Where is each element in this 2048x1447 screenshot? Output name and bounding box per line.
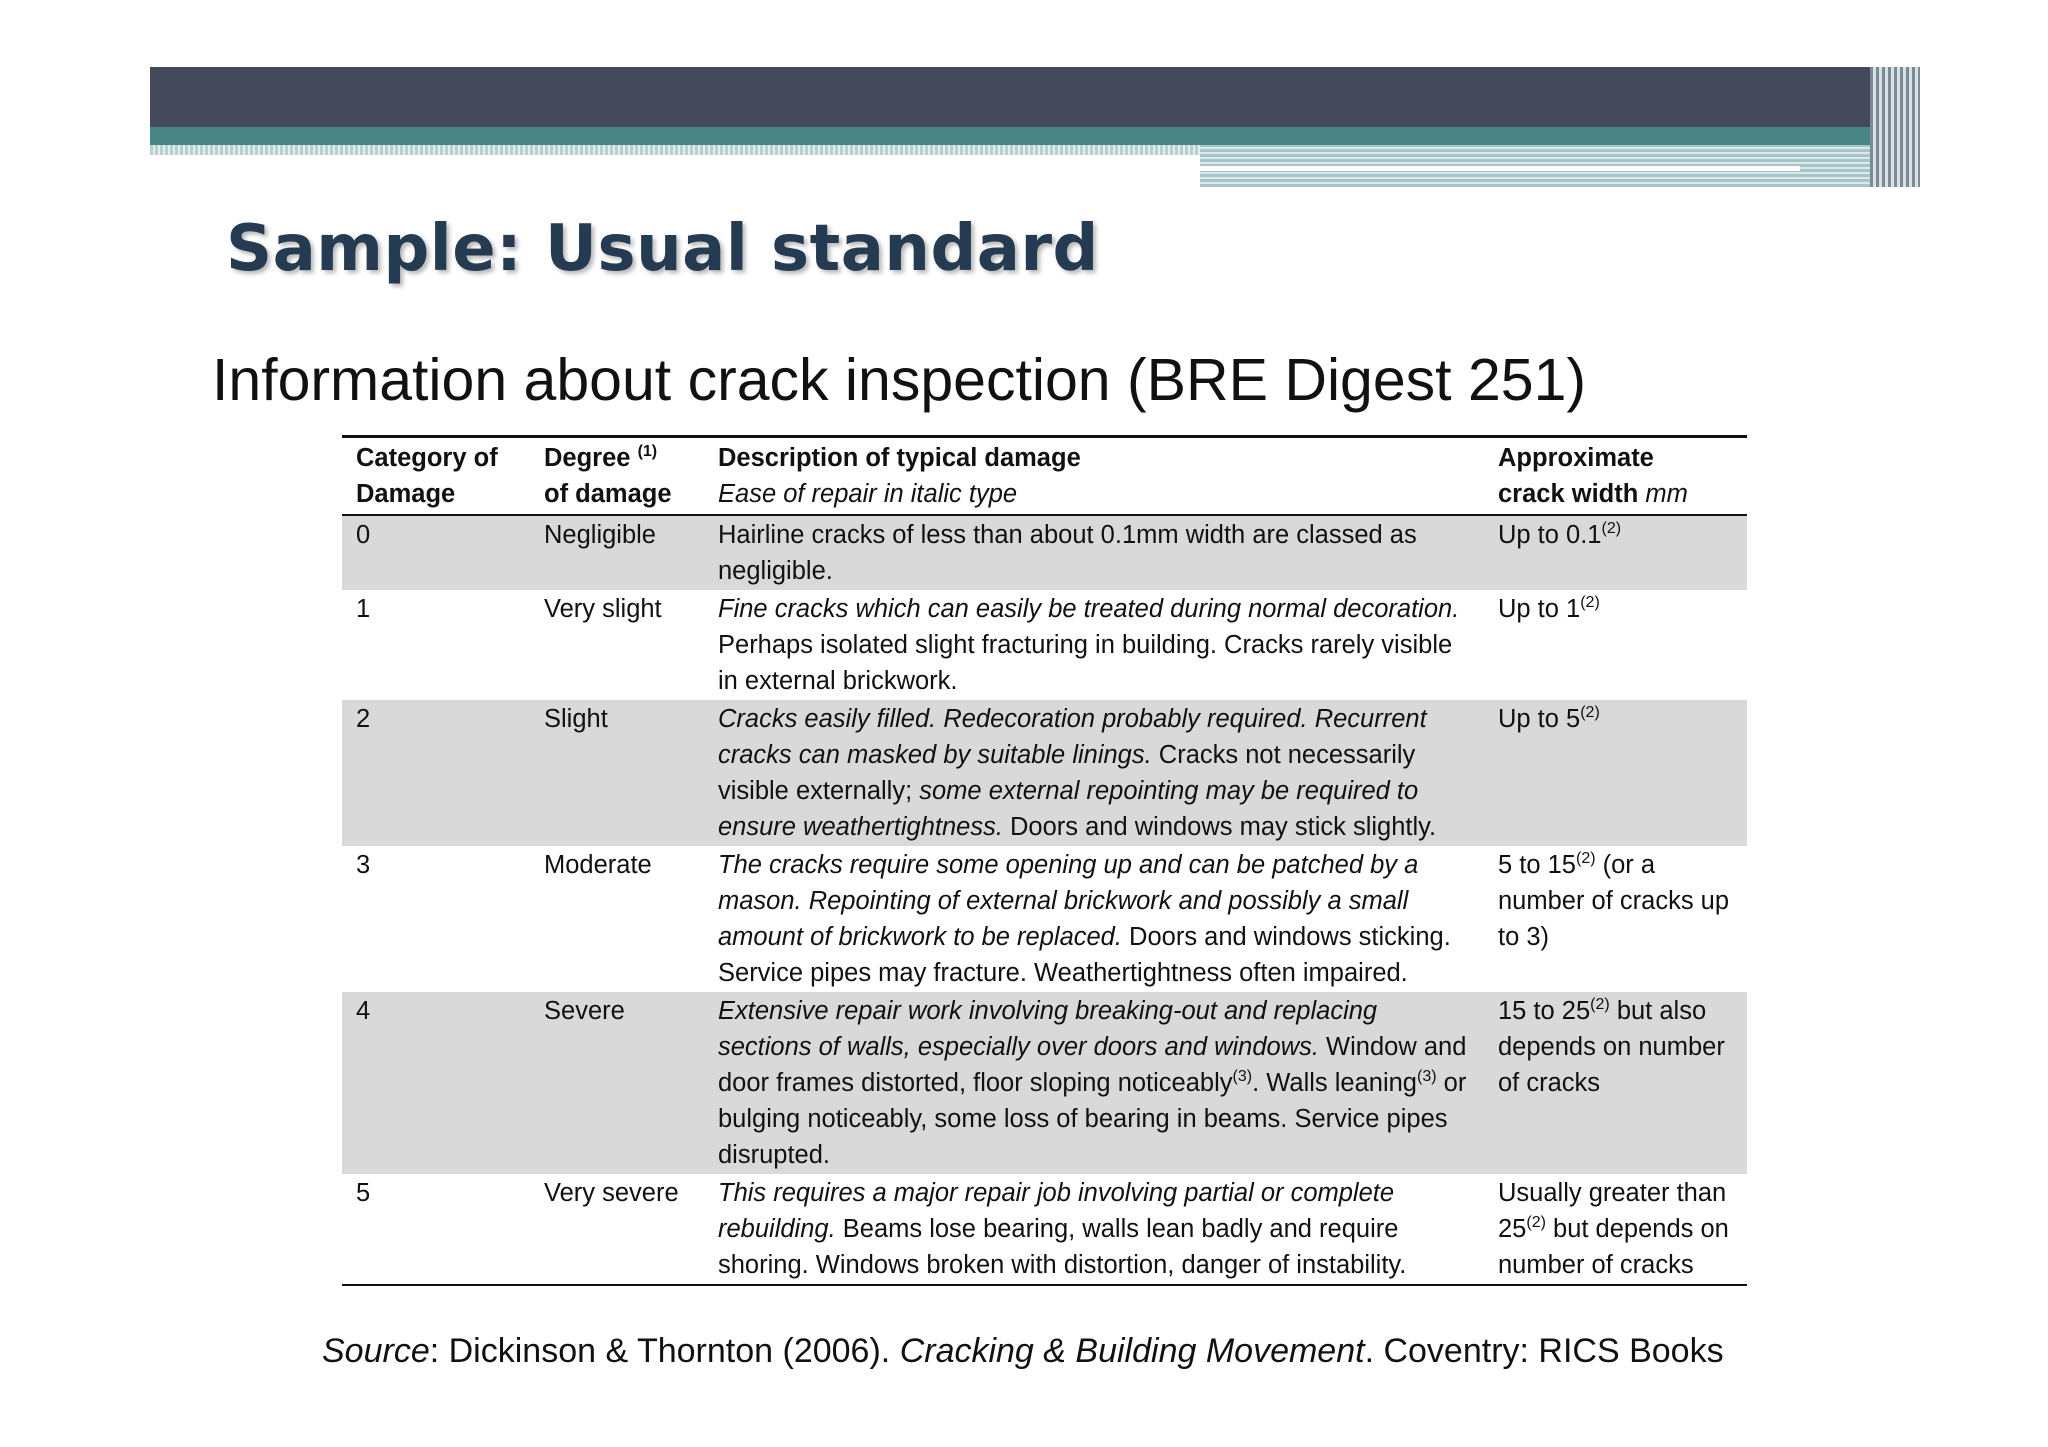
table-row (342, 992, 1747, 1174)
cell-description (704, 590, 1484, 700)
width-segment: (or a number of cracks up to 3) (1498, 851, 1730, 951)
slide-title: Sample: Usual standard (226, 212, 1099, 286)
table-row (342, 515, 1747, 590)
description-segment: This requires a major repair job involving partial or complete rebuilding. (718, 1179, 1395, 1243)
table-header-row (342, 437, 1747, 516)
cell-category: 5 (356, 1179, 371, 1207)
header-pattern-strip (150, 145, 1200, 155)
cell-description (704, 515, 1484, 590)
cell-description (704, 846, 1484, 992)
cell-degree: Moderate (544, 851, 652, 879)
table-body (342, 515, 1747, 1285)
cell-category: 1 (356, 595, 371, 623)
description-segment: The cracks require some opening up and can be patched by a mason. Repointing of external brickwork and possibly a small amount of brickwork to be replaced. (718, 851, 1419, 951)
cell-category: 2 (342, 700, 530, 846)
width-segment: 15 to 25 (1498, 997, 1591, 1025)
footnote-ref: (3) (1232, 1068, 1253, 1085)
header-highlight-strip (1200, 166, 1800, 171)
footnote-ref: (2) (1590, 996, 1610, 1013)
description-segment: . Walls leaning (1252, 1069, 1417, 1097)
width-segment: Up to 0.1 (1498, 521, 1602, 549)
description-segment: Doors and windows sticking. Service pipes may fracture. Weathertightness often impaired. (718, 923, 1451, 987)
cell-degree: Negligible (530, 515, 704, 590)
cell-description (704, 1174, 1484, 1285)
cell-crack-width (1484, 846, 1747, 992)
header-degree-line2: of damage (544, 480, 672, 508)
cell-crack-width (1484, 700, 1747, 846)
header-crack-width (1484, 437, 1747, 516)
cell-category: 0 (342, 515, 530, 590)
width-segment: Usually greater than 25 (1498, 1179, 1727, 1243)
cell-degree: Very severe (544, 1179, 679, 1207)
cell-category: 4 (342, 992, 530, 1174)
crack-damage-table (342, 435, 1747, 1286)
description-segment: Doors and windows may stick slightly. (1002, 813, 1437, 841)
header-band-teal (150, 127, 1920, 145)
source-publisher: . Coventry: RICS Books (1364, 1332, 1724, 1370)
cell-degree: Very slight (544, 595, 662, 623)
width-segment: Up to 1 (1498, 595, 1581, 623)
header-category-line1: Category of (356, 444, 498, 472)
source-citation (322, 1332, 1724, 1371)
table-row (342, 1174, 1747, 1285)
description-segment: Cracks not necessarily visible externally; (718, 741, 1416, 805)
cell-description (704, 700, 1484, 846)
description-segment: Hairline cracks of less than about 0.1mm width are classed as negligible. (718, 521, 1417, 585)
description-segment: Cracks easily filled. Redecoration probably required. Recurrent cracks can masked by suitable linings. (718, 705, 1427, 769)
cell-crack-width (1484, 1174, 1747, 1285)
footnote-ref: (2) (1575, 850, 1596, 867)
footnote-ref: (2) (1580, 594, 1600, 611)
header-degree (530, 437, 704, 516)
cell-crack-width (1484, 992, 1747, 1174)
footnote-ref: (2) (1601, 520, 1622, 537)
width-segment: 5 to 15 (1498, 851, 1576, 879)
header-width-line2: crack width (1498, 480, 1639, 508)
source-label: Source (322, 1332, 430, 1370)
width-segment: Up to 5 (1498, 705, 1581, 733)
source-authors: : Dickinson & Thornton (2006). (429, 1332, 900, 1370)
cell-degree: Severe (530, 992, 704, 1174)
description-segment: Window and door frames distorted, floor sloping noticeably (718, 1033, 1467, 1097)
header-description (704, 437, 1484, 516)
width-segment: but depends on number of cracks (1498, 1215, 1729, 1279)
cell-crack-width (1484, 515, 1747, 590)
header-degree-note: (1) (637, 443, 658, 460)
footnote-ref: (2) (1580, 704, 1600, 721)
header-description-title: Description of typical damage (718, 444, 1081, 472)
table-row (342, 700, 1747, 846)
footnote-ref: (3) (1416, 1068, 1437, 1085)
header-category (342, 437, 530, 516)
header-degree-line1: Degree (544, 444, 631, 472)
header-width-line1: Approximate (1498, 444, 1654, 472)
slide-subtitle: Information about crack inspection (BRE Digest 251) (212, 347, 1587, 413)
width-segment: but also depends on number of cracks (1498, 997, 1725, 1097)
table-row (342, 846, 1747, 992)
footnote-ref: (2) (1526, 1214, 1546, 1231)
header-width-unit: mm (1645, 480, 1688, 508)
header-description-note: Ease of repair in italic type (718, 480, 1018, 508)
cell-category: 3 (356, 851, 371, 879)
cell-degree: Slight (530, 700, 704, 846)
header-band-dark (150, 67, 1920, 127)
cell-description (704, 992, 1484, 1174)
description-segment: Beams lose bearing, walls lean badly and require shoring. Windows broken with distortion, danger of instability. (718, 1215, 1407, 1279)
header-edge-stripes (1870, 67, 1920, 187)
description-segment: Perhaps isolated slight fracturing in building. Cracks rarely visible in external brickwork. (718, 631, 1453, 695)
description-segment: Extensive repair work involving breaking-out and replacing sections of walls, especially over doors and windows. (718, 997, 1378, 1061)
description-segment: some external repointing may be required to ensure weathertightness. (718, 777, 1419, 841)
description-segment: or bulging noticeably, some loss of bearing in beams. Service pipes disrupted. (718, 1069, 1467, 1169)
description-segment: Fine cracks which can easily be treated during normal decoration. (718, 595, 1460, 623)
source-book-title: Cracking & Building Movement (899, 1332, 1365, 1370)
cell-crack-width (1484, 590, 1747, 700)
header-category-line2: Damage (356, 480, 456, 508)
table-row (342, 590, 1747, 700)
